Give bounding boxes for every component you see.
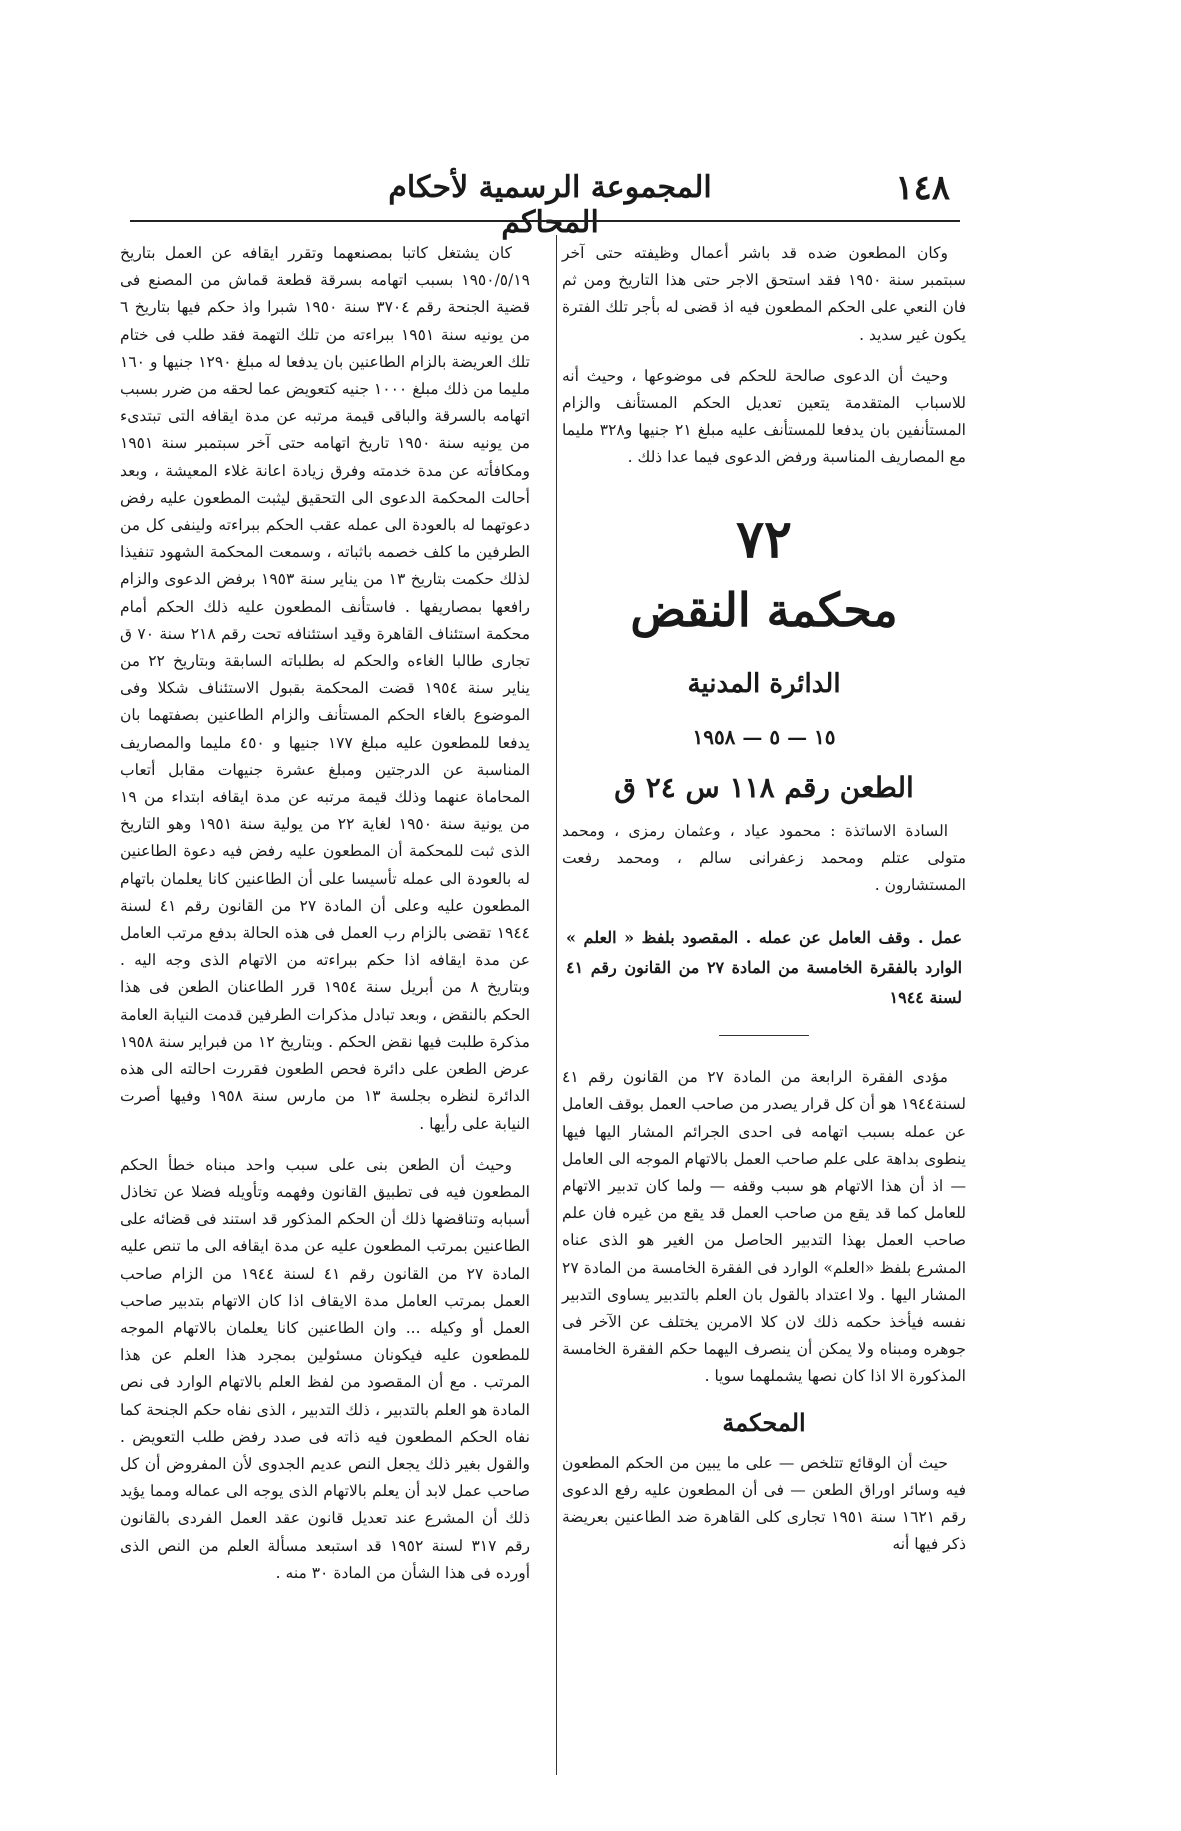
circuit-name: الدائرة المدنية [687,668,841,699]
intro-paragraph: وحيث أن الدعوى صالحة للحكم فى موضوعها ، وحيث أنه للاسباب المتقدمة يتعين تعديل الحكم المستأنف والزام المستأنفين بان يدفعا للمستأنف عليه مبلغ ٢١ جنيها و٣٢٨ مليما مع المصاريف المناسبة ورفض الدعوى فيما عدا ذلك . [562,366,966,467]
body-paragraph: كان يشتغل كاتبا بمصنعهما وتقرر ايقافه عن العمل بتاريخ ١٩٥٠/٥/١٩ بسبب اتهامه بسرقة قطعة قماش من المصنع فى قضية الجنحة رقم ٣٧٠٤ سنة ١٩٥٠ شبرا واذ حكم فيها بتاريخ ٦ من يونيه سنة ١٩٥١ ببراءته من تلك التهمة فقد طلب فى ختام تلك العريضة بالزام الطاعنين بان يدفعا له مبلغ ١٢٩٠ جنيها و ١٦٠ مليما من ذلك مبلغ ١٠٠٠ جنيه كتعويض عما لحقه من ضرر بسبب اتهامه بالسرقة والباقى قيمة مرتبه عن مدة ايقافه التى تبتدىء من يونيه سنة ١٩٥٠ تاريخ اتهامه حتى آخر سبتمبر سنة ١٩٥١ ومكافأته عن مدة خدمته وفرق زيادة اعانة غلاء المعيشة ، وبعد أحالت المحكمة الدعوى الى التحقيق ليثبت المطعون عليه رفض دعوتهما له بالعودة الى عمله عقب الحكم ببراءته ولينفى كل من الطرفين ما كلف خصمه باثباته ، وسمعت المحكمة الشهود تنفيذا لذلك حكمت بتاريخ ١٣ من يناير سنة ١٩٥٣ برفض الدعوى والزام رافعها بمصاريفها . فاستأنف المطعون عليه ذلك الحكم أمام محكمة استئناف القاهرة وقيد استئنافه تحت رقم ٢١٨ سنة ٧٠ ق تجارى طالبا الغاءه والحكم له بطلباته السابقة وبتاريخ ٢٢ من يناير سنة ١٩٥٤ قضت المحكمة بقبول الاستئناف شكلا وفى الموضوع بالغاء الحكم المستأنف والزام الطاعنين بصفتهما بان يدفعا للمطعون عليه مبلغ ١٧٧ جنيها و ٤٥٠ مليما والمصاريف المناسبة عن الدرجتين ومبلغ عشرة جنيهات مقابل أتعاب المحاماة عنهما وذلك قيمة مرتبه عن مدة ايقافه ابتداء من ١٩ من يونية سنة ١٩٥٠ لغاية ٢٢ من يولية سنة ١٩٥١ وهو التاريخ الذى ثبت للمحكمة أن المطعون عليه رفض فيه دعوة الطاعنين له بالعودة الى عمله تأسيسا على أن الطاعنين كانا يعلمان باتهام المطعون عليه وعلى أن المادة ٢٧ من القانون رقم ٤١ لسنة ١٩٤٤ تقضى بالزام رب العمل فى هذه الحالة بدفع مرتب العامل عن مدة ايقافه اذا حكم ببراءته من الاتهام الذى وجه اليه . وبتاريخ ٨ من أبريل سنة ١٩٥٤ قرر الطاعنان الطعن فى هذا الحكم بالنقض ، وبعد تبادل مذكرات الطرفين قدمت النيابة العامة مذكرة طلبت فيها نقض الحكم . وبتاريخ ١٢ من فبراير سنة ١٩٥٨ عرض الطعن على دائرة فحص الطعون فقررت احالته الى هذه الدائرة لنظره بجلسة ١٣ من مارس سنة ١٩٥٨ وفيها أصرت النيابة على رأيها . [120,244,531,1133]
appeal-number: الطعن رقم ١١٨ س ٢٤ ق [614,770,914,804]
right-column [562,240,966,1573]
court-name: محكمة النقض [630,582,898,637]
judges-list: السادة الاساتذة : محمود عياد ، وعثمان رمزى ، ومحمد متولى عتلم ومحمد زعفرانى سالم ، ومحمد رفعت المستشارون . [562,821,966,895]
header-rule [130,220,960,222]
legal-principle: مؤدى الفقرة الرابعة من المادة ٢٧ من القانون رقم ٤١ لسنة١٩٤٤ هو أن كل قرار يصدر من صاحب العمل بوقف العامل عن عمله بسبب اتهامه فى احدى الجرائم المشار اليها فيها ينطوى بداهة على علم صاحب العمل بالاتهام الموجه الى العامل — اذ أن هذا الاتهام هو سبب وقفه — ولما كان تدبير الاتهام للعامل كما قد يقع من صاحب العمل قد يقع من غيره فان علم صاحب العمل بهذا التدبير الحاصل من الغير هو الذى عناه المشرع بلفظ «العلم» الوارد فى الفقرة الخامسة من المادة ٢٧ المشار اليها . ولا اعتداد بالقول بان العلم بالتدبير يساوى التدبير نفسه فيأخذ حكمه ذلك لان كلا الامرين يختلف عن الآخر فى جوهره ومبناه ولا يمكن أن ينصرف اليهما حكم الفقرة الخامسة المذكورة الا اذا كان نصها يشملهما سويا . [562,1068,966,1386]
case-number: ٧٢ [736,508,792,570]
section-rule [719,1035,809,1036]
case-summary: عمل . وقف العامل عن عمله . المقصود بلفظ « العلم » الوارد بالفقرة الخامسة من المادة ٢٧ من القانون رقم ٤١ لسنة ١٩٤٤ [566,928,963,1008]
judgment-date: ١٥ — ٥ — ١٩٥٨ [692,724,836,749]
body-paragraph: وحيث أن الطعن بنى على سبب واحد مبناه خطأ الحكم المطعون فيه فى تطبيق القانون وفهمه وتأويله فضلا عن تخاذل أسبابه وتناقضها ذلك أن الحكم المذكور قد استند فى قضائه على الطاعنين بمرتب المطعون عليه عن مدة ايقافه الى ما تنص عليه المادة ٢٧ من القانون رقم ٤١ لسنة ١٩٤٤ من الزام صاحب العمل بمرتب العامل مدة الايقاف اذا كان الاتهام بتدبير صاحب العمل أو وكيله ... وان الطاعنين كانا يعلمان بالاتهام الموجه للمطعون عليه فيكونان مسئولين بمجرد هذا العلم عن هذا المرتب . مع أن المقصود من لفظ العلم بالاتهام الوارد فى نص المادة هو العلم بالتدبير ، ذلك التدبير ، الذى نفاه حكم الجنحة كما نفاه الحكم المطعون فيه ذاته فى صدد رفض طلب التعويض . والقول بغير ذلك يجعل النص عديم الجدوى لأن المفروض أن كل صاحب عمل لابد أن يعلم بالاتهام الذى يوجه الى عماله ومما يؤيد ذلك أن المشرع عند تعديل قانون عقد العمل الفردى بالقانون رقم ٣١٧ لسنة ١٩٥٢ قد استبعد مسألة العلم من النص الذى أورده فى هذا الشأن من المادة ٣٠ منه . [120,1155,530,1582]
case-heading [562,508,966,808]
left-column [120,240,530,1601]
page-header [130,160,950,240]
page-number: ١٤٨ [895,168,950,208]
intro-paragraph: وكان المطعون ضده قد باشر أعمال وظيفته حتى آخر سبتمبر سنة ١٩٥٠ فقد استحق الاجر حتى هذا التاريخ ومن ثم فان النعي على الحكم المطعون فيه اذ قضى له بأجر تلك الفترة يكون غير سديد . [562,244,966,344]
court-heading: المحكمة [722,1407,806,1437]
facts-paragraph: حيث أن الوقائع تتلخص — على ما يبين من الحكم المطعون فيه وسائر اوراق الطعن — فى أن المطعون عليه رفع الدعوى رقم ١٦٢١ سنة ١٩٥١ تجارى كلى القاهرة ضد الطاعنين بعريضة ذكر فيها أنه [562,1453,966,1554]
running-title: المجموعة الرسمية لأحكام المحاكم [388,170,712,240]
column-divider [556,235,557,1775]
